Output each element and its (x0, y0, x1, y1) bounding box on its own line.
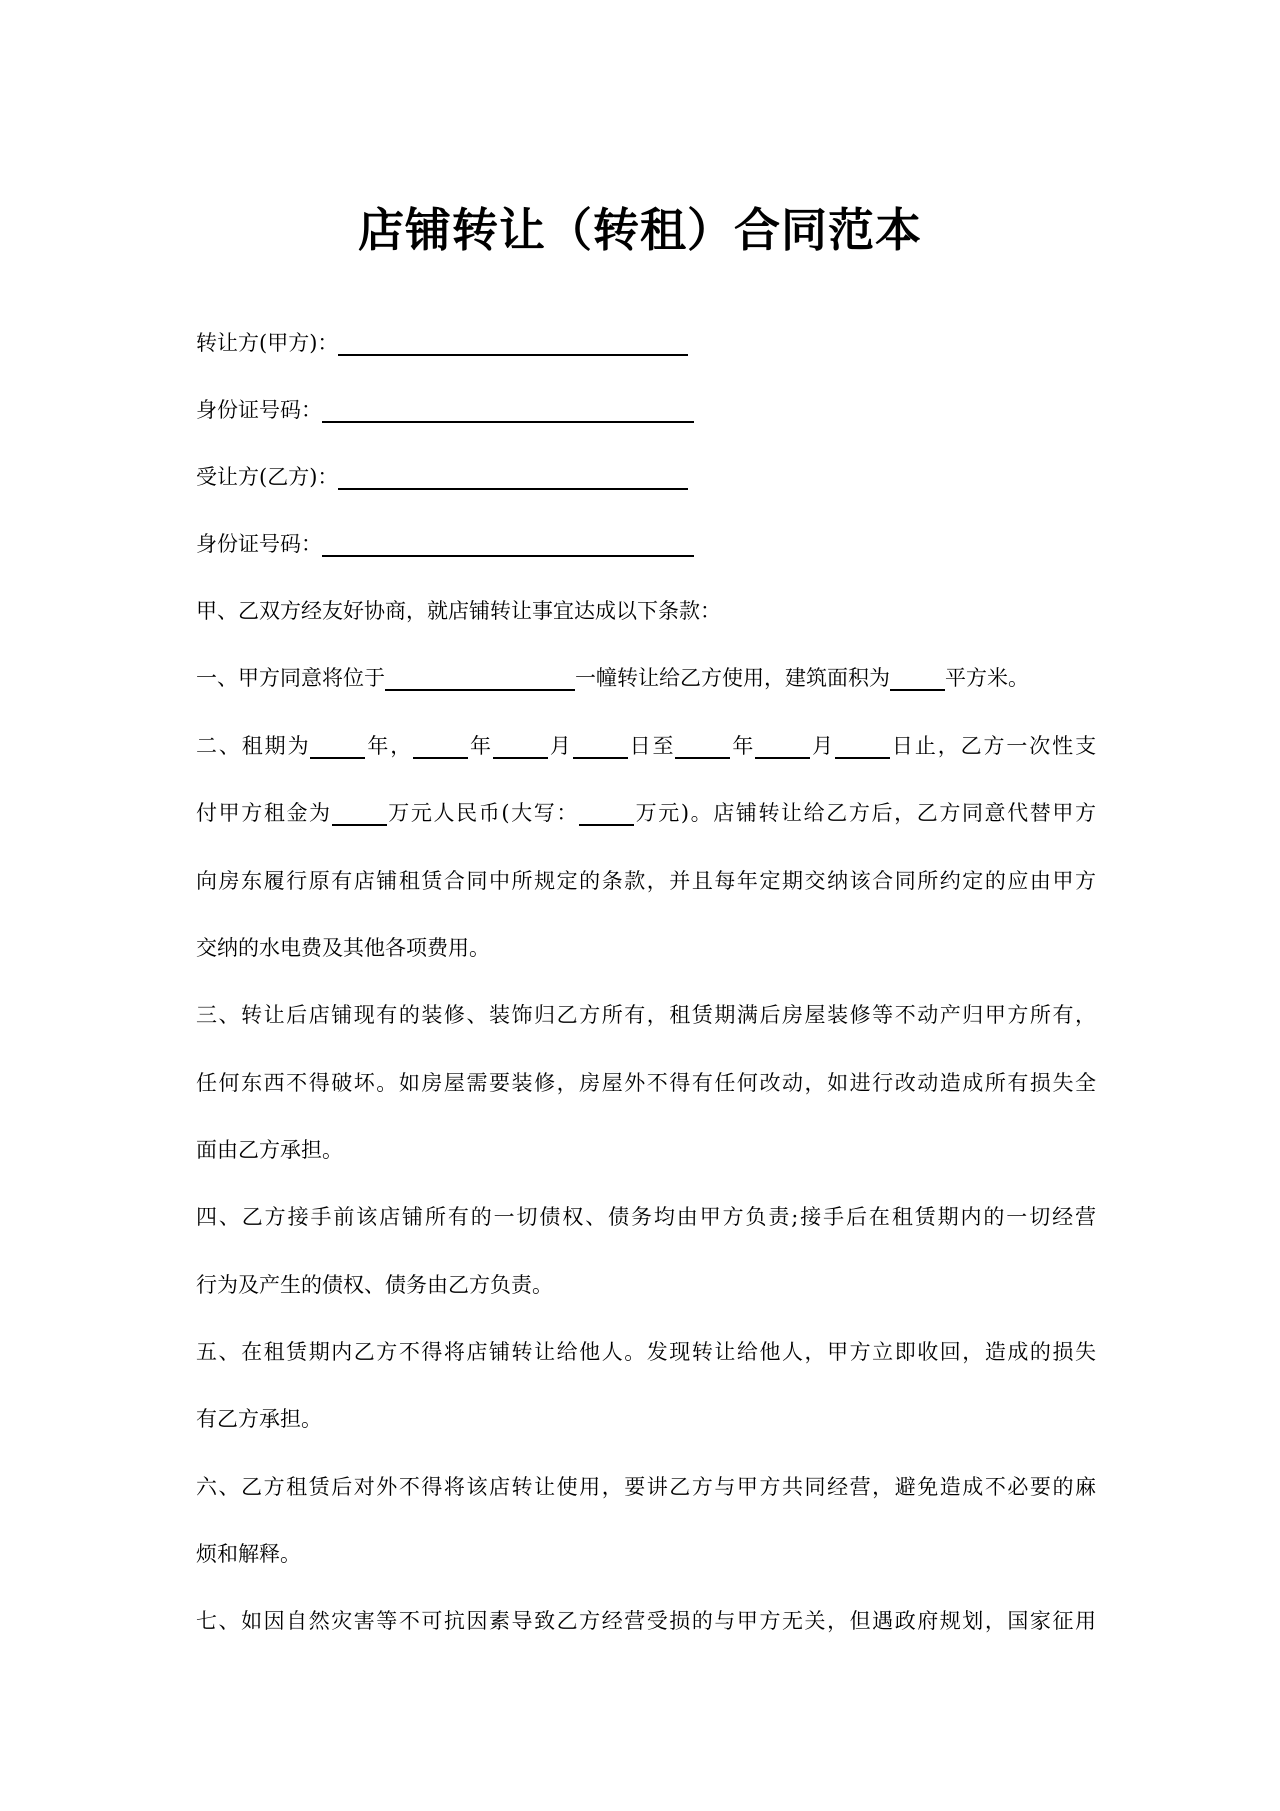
id-number-field-1 (196, 395, 694, 425)
clause-2-text-h: 日止，乙方一次性支 (890, 734, 1096, 758)
clause-2-text-i: 付甲方租金为 (196, 801, 332, 825)
clause-1-text-a: 一、甲方同意将位于 (196, 666, 385, 690)
transferor-blank[interactable] (338, 332, 688, 356)
area-blank[interactable] (890, 667, 945, 691)
rent-amount-words-blank[interactable] (579, 802, 634, 826)
id-number-blank-1[interactable] (322, 399, 694, 423)
clause-7-line-1: 七、如因自然灾害等不可抗因素导致乙方经营受损的与甲方无关，但遇政府规划，国家征用 (196, 1609, 1096, 1633)
clause-6-line-2: 烦和解释。 (196, 1542, 301, 1566)
clause-4-line-1: 四、乙方接手前该店铺所有的一切债权、债务均由甲方负责;接手后在租赁期内的一切经营 (196, 1205, 1096, 1229)
transferee-field (196, 462, 688, 492)
term-years-blank[interactable] (310, 735, 365, 759)
transferee-blank[interactable] (338, 466, 688, 490)
location-blank[interactable] (385, 667, 575, 691)
clause-2-text-j: 万元人民币(大写： (386, 801, 579, 825)
clause-2-line-4: 交纳的水电费及其他各项费用。 (196, 936, 490, 960)
clause-3-line-2: 任何东西不得破坏。如房屋需要装修，房屋外不得有任何改动，如进行改动造成所有损失全 (196, 1071, 1096, 1095)
transferor-field (196, 328, 688, 358)
clause-5-line-2: 有乙方承担。 (196, 1407, 322, 1431)
clause-2-text-f: 年 (730, 734, 756, 758)
clause-6-line-1: 六、乙方租赁后对外不得将该店转让使用，要讲乙方与甲方共同经营，避免造成不必要的麻 (196, 1475, 1096, 1499)
intro-paragraph: 甲、乙双方经友好协商，就店铺转让事宜达成以下条款： (196, 599, 721, 623)
end-day-blank[interactable] (835, 735, 890, 759)
clause-2-text-g: 月 (810, 734, 836, 758)
transferee-label: 受让方(乙方)： (196, 465, 339, 489)
transferor-label: 转让方(甲方)： (196, 331, 339, 355)
clause-2-line-1 (196, 731, 1096, 761)
start-year-blank[interactable] (413, 735, 468, 759)
clause-2-text-b: 年， (365, 734, 414, 758)
end-month-blank[interactable] (755, 735, 810, 759)
clause-2-line-2 (196, 798, 1096, 828)
clause-3-line-1: 三、转让后店铺现有的装修、装饰归乙方所有，租赁期满后房屋装修等不动产归甲方所有， (196, 1003, 1096, 1027)
clause-1-text-c: 平方米。 (945, 666, 1029, 690)
rent-amount-blank[interactable] (332, 802, 387, 826)
clause-2-text-a: 二、租期为 (196, 734, 311, 758)
clause-2-text-k: 万元)。店铺转让给乙方后，乙方同意代替甲方 (633, 801, 1096, 825)
clause-2-text-d: 月 (547, 734, 573, 758)
id-number-label-2: 身份证号码： (196, 532, 322, 556)
clause-5-line-1: 五、在租赁期内乙方不得将店铺转让给他人。发现转让给他人，甲方立即收回，造成的损失 (196, 1340, 1096, 1364)
end-year-blank[interactable] (675, 735, 730, 759)
clause-1-line (196, 663, 1096, 693)
clause-3-line-3: 面由乙方承担。 (196, 1138, 343, 1162)
clause-2-line-3: 向房东履行原有店铺租赁合同中所规定的条款，并且每年定期交纳该合同所约定的应由甲方 (196, 869, 1096, 893)
clause-1-text-b: 一幢转让给乙方使用，建筑面积为 (575, 666, 890, 690)
id-number-blank-2[interactable] (322, 533, 694, 557)
start-month-blank[interactable] (493, 735, 548, 759)
clause-2-text-e: 日至 (627, 734, 676, 758)
clause-2-text-c: 年 (468, 734, 493, 758)
document-title: 店铺转让（转租）合同范本 (358, 203, 922, 257)
start-day-blank[interactable] (573, 735, 628, 759)
id-number-label-1: 身份证号码： (196, 398, 322, 422)
clause-4-line-2: 行为及产生的债权、债务由乙方负责。 (196, 1273, 553, 1297)
id-number-field-2 (196, 529, 694, 559)
